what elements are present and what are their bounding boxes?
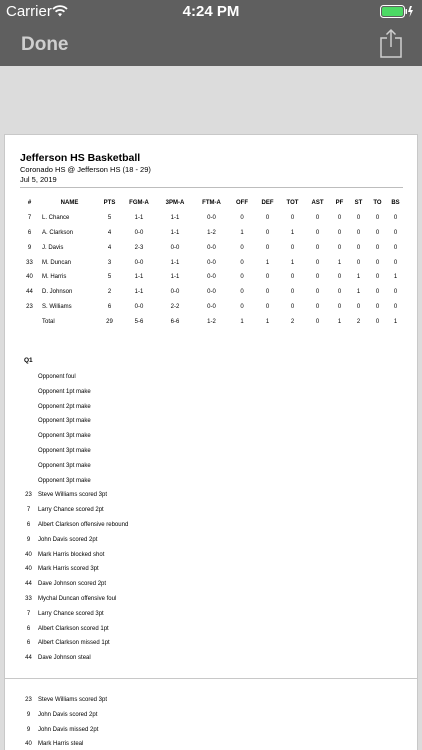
- play-description: Dave Johnson scored 2pt: [38, 581, 107, 588]
- cell-num: 44: [26, 289, 33, 296]
- cell-name: Total: [42, 318, 55, 325]
- cell-off: 0: [240, 215, 244, 222]
- cell-pts: 4: [107, 244, 112, 251]
- col-header-ftm: FTM-A: [202, 200, 221, 207]
- cell-pts: 6: [107, 303, 112, 310]
- quarter-heading: Q1: [24, 357, 33, 364]
- play-description: Opponent 3pt make: [38, 447, 91, 454]
- cell-to: 0: [375, 303, 380, 310]
- play-description: Mychal Duncan offensive foul: [38, 595, 117, 602]
- play-player-number: 9: [26, 726, 31, 733]
- cell-tot: 0: [290, 244, 295, 251]
- play-description: Opponent 2pt make: [38, 403, 91, 410]
- play-player-number: 9: [26, 536, 31, 543]
- col-header-tot: TOT: [286, 200, 299, 207]
- cell-ftm: 0-0: [207, 274, 216, 281]
- player-row: [20, 300, 404, 315]
- cell-off: 1: [240, 318, 244, 325]
- cell-fgm: 0-0: [134, 229, 144, 236]
- play-row: [20, 503, 400, 518]
- col-header-number: #: [27, 200, 32, 207]
- cell-fgm: 1-1: [134, 215, 144, 222]
- play-description: Opponent 3pt make: [38, 418, 91, 425]
- play-row: [20, 651, 400, 666]
- game-date: Jul 5, 2019: [20, 175, 57, 184]
- cell-num: 6: [27, 229, 32, 236]
- cell-num: 7: [27, 215, 32, 222]
- cell-name: J. Davis: [42, 244, 64, 251]
- cell-name: M. Duncan: [42, 259, 72, 266]
- col-header-off: OFF: [236, 200, 248, 207]
- player-row: [20, 255, 404, 270]
- cell-tpm: 6-6: [170, 318, 180, 325]
- cell-ast: 0: [315, 303, 320, 310]
- cell-num: 33: [26, 259, 33, 266]
- cell-ftm: 1-2: [207, 318, 216, 325]
- cell-pf: 0: [337, 303, 342, 310]
- cell-num: 40: [26, 274, 33, 281]
- play-description: Albert Clarkson offensive rebound: [38, 521, 129, 528]
- play-description: Steve Williams scored 3pt: [38, 492, 108, 499]
- play-row: [20, 636, 400, 651]
- cell-num: 9: [27, 244, 32, 251]
- play-row: [20, 533, 400, 548]
- battery-icon: [380, 5, 414, 22]
- play-description: Opponent 3pt make: [38, 477, 91, 484]
- play-player-number: 7: [26, 507, 31, 514]
- cell-fgm: 0-0: [134, 303, 144, 310]
- clock: 4:24 PM: [182, 3, 240, 20]
- play-row: [20, 607, 400, 622]
- play-description: John Davis scored 2pt: [38, 711, 98, 718]
- cell-pf: 0: [337, 244, 342, 251]
- cell-st: 0: [356, 259, 361, 266]
- cell-st: 2: [356, 318, 361, 325]
- cell-tpm: 0-0: [170, 289, 180, 296]
- cell-ast: 0: [315, 215, 320, 222]
- cell-pf: 0: [337, 289, 342, 296]
- cell-def: 1: [265, 318, 270, 325]
- play-player-number: 40: [25, 551, 32, 558]
- play-player-number: 6: [26, 640, 31, 647]
- cell-def: 0: [265, 303, 270, 310]
- cell-pf: 0: [337, 229, 342, 236]
- cell-tpm: 2-2: [170, 303, 180, 310]
- cell-name: M. Harris: [42, 274, 67, 281]
- play-description: Opponent 3pt make: [38, 433, 91, 440]
- cell-def: 0: [265, 289, 270, 296]
- cell-num: 23: [26, 303, 33, 310]
- cell-to: 0: [375, 229, 380, 236]
- play-description: Dave Johnson steal: [38, 655, 91, 662]
- play-player-number: 23: [25, 697, 32, 703]
- play-player-number: 44: [25, 581, 32, 588]
- player-row: [20, 211, 404, 226]
- play-row: [20, 370, 400, 385]
- cell-ast: 0: [315, 259, 320, 266]
- col-header-ast: AST: [311, 200, 324, 207]
- play-player-number: 40: [25, 741, 32, 748]
- cell-num: [20, 314, 39, 329]
- cell-st: 1: [356, 289, 361, 296]
- player-row: [20, 270, 404, 285]
- cell-fgm: 1-1: [134, 274, 144, 281]
- play-row: [20, 518, 400, 533]
- play-row: [20, 693, 400, 708]
- play-description: Opponent foul: [38, 374, 76, 380]
- cell-tpm: 1-1: [170, 259, 180, 266]
- box-score-table: [20, 196, 404, 329]
- cell-bs: 1: [393, 318, 398, 325]
- play-row: [20, 385, 400, 400]
- report-page-2: [4, 678, 418, 750]
- play-row: [20, 577, 400, 592]
- col-header-pts: PTS: [103, 200, 116, 207]
- cell-tpm: 0-0: [170, 244, 180, 251]
- cell-st: 1: [356, 274, 361, 281]
- cell-tot: 0: [290, 289, 295, 296]
- play-player-number: 7: [26, 610, 31, 617]
- cell-name: L. Chance: [42, 215, 70, 222]
- play-description: Larry Chance scored 2pt: [38, 507, 104, 514]
- play-row: [20, 723, 400, 738]
- navigation-bar: [0, 24, 422, 66]
- cell-tot: 1: [290, 259, 295, 266]
- done-button[interactable]: Done: [21, 34, 69, 55]
- total-row: [20, 314, 404, 329]
- document-viewer[interactable]: [0, 66, 422, 750]
- col-header-bs: BS: [391, 200, 400, 207]
- cell-ast: 0: [315, 229, 320, 236]
- play-description: Opponent 3pt make: [38, 462, 91, 469]
- cell-bs: 0: [393, 215, 398, 222]
- col-header-st: ST: [354, 200, 363, 207]
- col-header-fgm: FGM-A: [129, 200, 149, 207]
- play-description: John Davis missed 2pt: [38, 726, 99, 733]
- cell-ftm: 1-2: [207, 229, 216, 236]
- play-row: [20, 414, 400, 429]
- cell-bs: 0: [393, 229, 398, 236]
- cell-def: 0: [265, 229, 270, 236]
- cell-tot: 0: [290, 215, 295, 222]
- share-icon[interactable]: [380, 28, 402, 58]
- report-page-1: [4, 134, 418, 742]
- play-row: [20, 737, 400, 750]
- play-row: [20, 622, 400, 637]
- play-description: Larry Chance scored 3pt: [38, 610, 104, 617]
- play-row: [20, 429, 400, 444]
- cell-to: 0: [375, 274, 380, 281]
- matchup-line: Coronado HS @ Jefferson HS (18 - 29): [20, 165, 151, 174]
- cell-off: 0: [240, 289, 244, 296]
- cell-to: 0: [375, 259, 380, 266]
- box-score-body: [20, 211, 404, 329]
- cell-ftm: 0-0: [207, 244, 216, 251]
- cell-ftm: 0-0: [207, 289, 216, 296]
- cell-st: 0: [356, 215, 361, 222]
- play-row: [20, 562, 400, 577]
- cell-tpm: 1-1: [170, 274, 180, 281]
- play-description: Mark Harris steal: [38, 741, 84, 748]
- cell-bs: 0: [393, 289, 398, 296]
- cell-pts: 29: [106, 318, 113, 325]
- cell-tot: 2: [290, 318, 295, 325]
- play-row: [20, 459, 400, 474]
- box-score-header-row: [20, 196, 404, 211]
- play-row: [20, 708, 400, 723]
- carrier-label: Carrier: [6, 3, 52, 20]
- play-player-number: 40: [25, 566, 32, 573]
- cell-bs: 0: [393, 244, 398, 251]
- cell-off: 1: [240, 229, 244, 236]
- cell-pts: 3: [107, 259, 112, 266]
- cell-off: 0: [240, 244, 244, 251]
- cell-st: 0: [356, 229, 361, 236]
- cell-pf: 1: [337, 318, 342, 325]
- divider: [20, 187, 403, 188]
- cell-ftm: 0-0: [207, 215, 216, 222]
- col-header-3pm: 3PM-A: [165, 200, 185, 207]
- cell-st: 0: [356, 303, 361, 310]
- cell-off: 0: [240, 274, 244, 281]
- cell-pts: 5: [107, 274, 112, 281]
- cell-ftm: 0-0: [207, 259, 216, 266]
- cell-to: 0: [375, 318, 380, 325]
- cell-bs: 1: [393, 274, 398, 281]
- cell-st: 0: [356, 244, 361, 251]
- col-header-to: TO: [373, 200, 382, 207]
- cell-bs: 0: [393, 303, 398, 310]
- cell-ast: 0: [315, 289, 320, 296]
- play-row: [20, 592, 400, 607]
- cell-pf: 0: [337, 215, 342, 222]
- cell-name: S. Williams: [42, 303, 72, 310]
- cell-pf: 0: [337, 274, 342, 281]
- cell-name: A. Clarkson: [42, 229, 74, 236]
- col-header-name: NAME: [60, 200, 79, 207]
- col-header-def: DEF: [261, 200, 274, 207]
- play-description: Albert Clarkson scored 1pt: [38, 625, 109, 632]
- player-row: [20, 285, 404, 300]
- cell-tot: 0: [290, 303, 295, 310]
- cell-def: 0: [265, 244, 270, 251]
- cell-def: 0: [265, 215, 270, 222]
- play-row: [20, 444, 400, 459]
- cell-to: 0: [375, 289, 380, 296]
- play-description: Mark Harris blocked shot: [38, 551, 105, 558]
- status-bar: [0, 0, 422, 24]
- cell-def: 1: [265, 259, 270, 266]
- play-description: Albert Clarkson missed 1pt: [38, 640, 110, 647]
- report-title: Jefferson HS Basketball: [20, 152, 141, 164]
- cell-tpm: 1-1: [170, 215, 180, 222]
- cell-pf: 1: [337, 259, 342, 266]
- play-player-number: 6: [26, 521, 31, 528]
- cell-tpm: 1-1: [170, 229, 180, 236]
- player-row: [20, 226, 404, 241]
- play-description: Mark Harris scored 3pt: [38, 566, 99, 573]
- play-row: [20, 474, 400, 489]
- cell-fgm: 0-0: [134, 259, 144, 266]
- player-row: [20, 240, 404, 255]
- play-row: [20, 548, 400, 563]
- play-player-number: 6: [26, 625, 31, 632]
- play-row: [20, 488, 400, 503]
- play-row: [20, 400, 400, 415]
- cell-ast: 0: [315, 318, 320, 325]
- cell-tot: 1: [290, 229, 295, 236]
- play-description: Steve Williams scored 3pt: [38, 697, 108, 703]
- cell-pts: 2: [107, 289, 112, 296]
- cell-off: 0: [240, 303, 244, 310]
- cell-name: D. Johnson: [42, 289, 73, 296]
- col-header-pf: PF: [335, 200, 344, 207]
- cell-to: 0: [375, 244, 380, 251]
- cell-fgm: 1-1: [134, 289, 144, 296]
- cell-bs: 0: [393, 259, 398, 266]
- play-by-play-list-continued: [20, 693, 400, 750]
- cell-ast: 0: [315, 274, 320, 281]
- play-player-number: 23: [25, 492, 32, 499]
- cell-ast: 0: [315, 244, 320, 251]
- play-by-play-list: [20, 370, 400, 666]
- cell-pts: 4: [107, 229, 112, 236]
- cell-tot: 0: [290, 274, 295, 281]
- play-player-number: 44: [25, 655, 32, 662]
- cell-off: 0: [240, 259, 244, 266]
- play-description: Opponent 1pt make: [38, 388, 91, 395]
- cell-fgm: 5-6: [134, 318, 144, 325]
- play-description: John Davis scored 2pt: [38, 536, 98, 543]
- play-player-number: 33: [25, 595, 32, 602]
- cell-fgm: 2-3: [134, 244, 144, 251]
- cell-to: 0: [375, 215, 380, 222]
- cell-ftm: 0-0: [207, 303, 216, 310]
- cell-def: 0: [265, 274, 270, 281]
- cell-pts: 5: [107, 215, 112, 222]
- play-player-number: 9: [26, 711, 31, 718]
